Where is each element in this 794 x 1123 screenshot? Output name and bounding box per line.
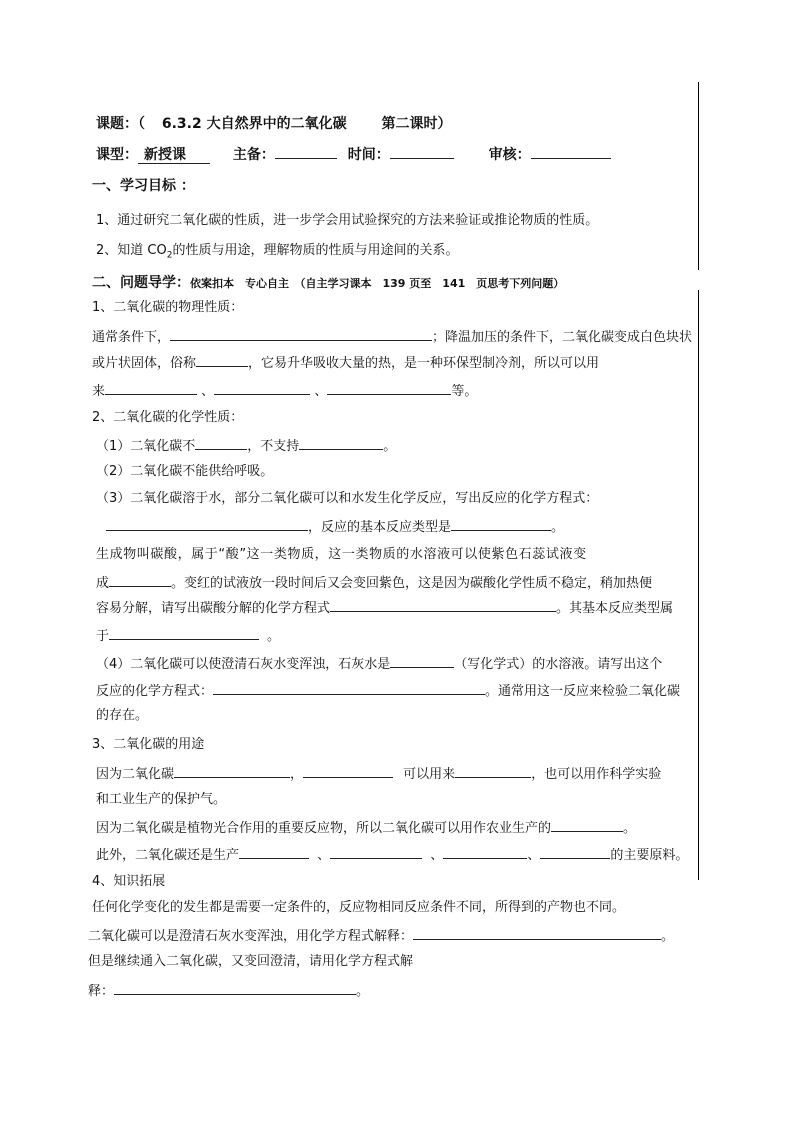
blank[interactable] [330,845,422,859]
p3-line2: 和工业生产的保护气。 [96,792,227,807]
text: （写化学式）的水溶液。请写出这个 [454,657,663,672]
text: 来 [92,384,106,399]
objective-2-start: 2、知道 CO [96,243,167,258]
blank[interactable] [213,681,485,695]
title-label: 课题：（ [96,116,145,132]
blank[interactable] [174,764,290,778]
separator: 、 [317,848,331,863]
text: 通常条件下， [92,330,171,345]
blank[interactable] [413,926,661,940]
text: 因为二氧化碳是植物光合作用的重要反应物，所以二氧化碳可以用作农业生产的 [96,821,552,836]
blank[interactable] [540,845,610,859]
text: 可以用来 [403,767,456,782]
text: 。 [356,984,370,999]
p2-item4-line1 [96,654,662,674]
p3-line4 [96,845,688,865]
objective-2 [96,242,458,265]
p1-title: 1、二氧化碳的物理性质： [92,300,244,315]
text: ，也可以用作科学实验 [531,767,662,782]
time-blank[interactable] [390,145,454,159]
p1-line1 [92,327,692,347]
text: ，它易升华吸收大量的热，是一种环保型制冷剂，所以可以用 [248,356,600,371]
type-label: 课型： [96,147,138,163]
p3-title: 3、二氧化碳的用途 [92,737,205,752]
blank[interactable] [451,517,551,531]
blank[interactable] [551,818,623,832]
text: ；降温加压的条件下，二氧化碳变成白色块状 [432,330,693,345]
p2-item4-line3: 的存在。 [96,708,149,723]
margin-rule-top [698,82,699,270]
p4-line2 [88,926,674,946]
text: 。 [623,821,637,836]
subscript-2: 2 [166,250,173,261]
text: 。 [383,439,397,454]
blank[interactable] [170,327,432,341]
blank[interactable] [114,981,356,995]
text: （4）二氧化碳可以使澄清石灰水变浑浊，石灰水是 [96,657,391,672]
p2-item3-answer [106,517,564,537]
p2-item1 [96,436,396,456]
margin-rule-bottom [698,290,699,880]
section1-heading: 一、学习目标 ： [92,178,195,194]
blank[interactable] [455,764,531,778]
lesson-meta [96,145,611,164]
prep-blank[interactable] [275,145,337,159]
p4-line3: 但是继续通入二氧化碳，又变回澄清，请用化学方程式解 [88,954,414,969]
blank[interactable] [196,353,248,367]
p4-title: 4、知识拓展 [92,874,166,889]
review-blank[interactable] [531,145,611,159]
text: ， [290,767,304,782]
p4-line1: 任何化学变化的发生都是需要一定条件的，反应物相同反应条件不同，所得到的产物也不同。 [92,900,626,915]
blank[interactable] [195,436,247,450]
blank[interactable] [330,598,556,612]
text: 容易分解，请写出碳酸分解的化学方程式 [96,601,331,616]
p1-line3 [92,381,477,401]
p2-item3: （3）二氧化碳溶于水，部分二氧化碳可以和水发生化学反应，写出反应的化学方程式： [96,491,599,506]
section2-heading [92,274,564,293]
title-lesson: 第二课时） [381,116,452,132]
p2-para-line2 [96,573,652,593]
text: 或片状固体，俗称 [92,356,197,371]
separator: 、 [527,848,541,863]
text: ，不支持 [247,439,300,454]
p2-para-line1: 生成物叫碳酸，属于“酸”这一类物质，这一类物质的水溶液可以使紫色石蕊试液变 [96,547,587,562]
p1-line2 [92,353,599,373]
separator: 、 [430,848,444,863]
blank[interactable] [299,436,383,450]
p2-para-line3 [96,598,673,618]
time-label: 时间： [347,147,390,163]
blank[interactable] [109,626,259,640]
section2-guide: 依案扣本 专心自主 （自主学习课本 139 页至 141 页思考下列问题） [190,277,565,290]
text: 于 [96,629,110,644]
blank[interactable] [239,845,309,859]
p2-item4-line2 [96,681,680,701]
text: 。 [551,520,565,535]
blank[interactable] [106,517,308,531]
text: 的主要原料。 [610,848,689,863]
p2-item2: （2）二氧化碳不能供给呼吸。 [96,464,274,479]
text: 。变红的试液放一段时间后又会变回紫色，这是因为碳酸化学性质不稳定，稍加热便 [171,576,653,591]
objective-2-end: 的性质与用途，理解物质的性质与用途间的关系。 [172,243,459,258]
objective-1: 1、通过研究二氧化碳的性质，进一步学会用试验探究的方法来验证或推论物质的性质。 [96,213,599,228]
text: 成 [96,576,110,591]
p2-para-line4 [96,626,280,646]
blank[interactable] [105,381,197,395]
text: 此外，二氧化碳还是生产 [96,848,240,863]
title-text: 6.3.2 大自然界中的二氧化碳 [161,116,347,132]
text: 。 [661,929,675,944]
p2-title: 2、二氧化碳的化学性质： [92,410,244,425]
lesson-title [96,115,451,133]
p3-line3 [96,818,636,838]
type-value: 新授课 [138,148,210,164]
separator: 、 [201,384,215,399]
p4-line4 [88,981,369,1001]
text: 等。 [451,384,478,399]
blank[interactable] [390,654,454,668]
separator: 、 [314,384,328,399]
text: （1）二氧化碳不 [96,439,196,454]
text: 释： [88,984,115,999]
text: 因为二氧化碳 [96,767,175,782]
blank[interactable] [443,845,527,859]
review-label: 审核： [488,147,531,163]
text: 二氧化碳可以是澄清石灰水变浑浊，用化学方程式解释： [88,929,414,944]
text: 。 [267,629,281,644]
blank[interactable] [303,764,393,778]
text: ，反应的基本反应类型是 [308,520,452,535]
prep-label: 主备： [232,147,275,163]
text: 。其基本反应类型属 [556,601,674,616]
blank[interactable] [214,381,310,395]
text: 。通常用这一反应来检验二氧化碳 [485,684,681,699]
blank[interactable] [327,381,451,395]
blank[interactable] [109,573,171,587]
p3-line1 [96,764,661,784]
section2-title: 二、问题导学： [92,275,190,291]
text: 反应的化学方程式： [96,684,214,699]
